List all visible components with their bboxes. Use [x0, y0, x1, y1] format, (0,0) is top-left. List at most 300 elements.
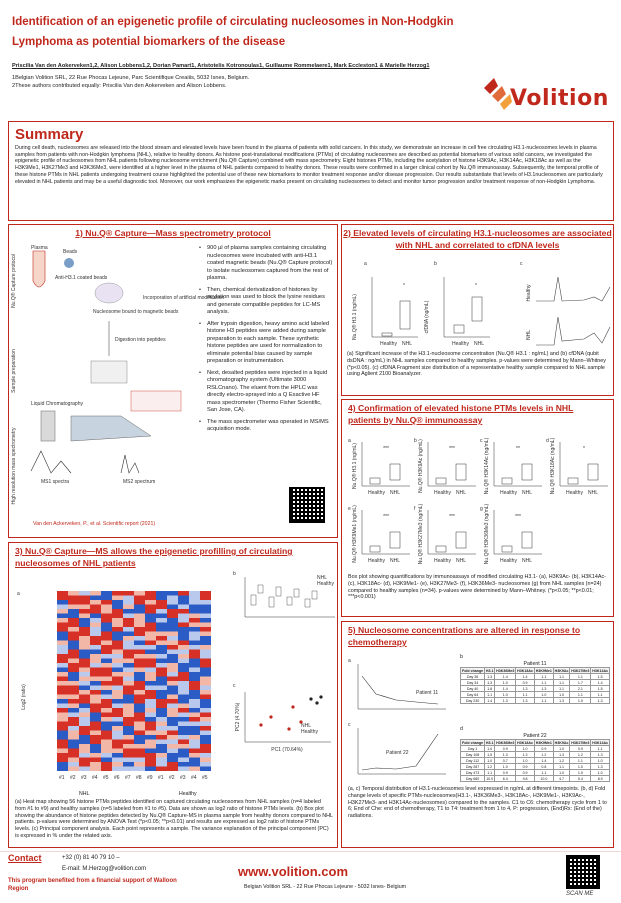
heatmap-cell: [112, 614, 123, 619]
panel-epigenetic-profile: [8, 542, 338, 848]
heatmap-cell: [123, 735, 134, 740]
heatmap-cell: [68, 744, 79, 749]
heatmap-cell: [101, 753, 112, 758]
table-cell: 1.4: [591, 680, 610, 686]
heatmap-cell: [145, 726, 156, 731]
heatmap-cell: [189, 735, 200, 740]
heatmap-cell: [145, 623, 156, 628]
heatmap-cell: [156, 695, 167, 700]
heatmap-cell: [145, 758, 156, 763]
heatmap-cell: [57, 645, 68, 650]
heatmap-cell: [167, 596, 178, 601]
heatmap-cell: [178, 749, 189, 754]
heatmap-cell: [156, 614, 167, 619]
heatmap-cell: [90, 591, 101, 596]
heatmap-cell: [57, 591, 68, 596]
heatmap-cell: [79, 654, 90, 659]
label-ms1: MS1 spectra: [41, 479, 70, 485]
heatmap-cell: [145, 605, 156, 610]
heatmap-cell: [189, 609, 200, 614]
table-cell: 1.3: [591, 764, 610, 770]
heatmap-cell: [79, 695, 90, 700]
table-b-title: Patient 11: [523, 660, 547, 667]
heatmap-cell: [123, 650, 134, 655]
table-cell: 9.8: [516, 776, 535, 782]
heatmap-cell: [123, 717, 134, 722]
heatmap-cell: [145, 704, 156, 709]
heatmap-cell: [57, 722, 68, 727]
heatmap-cell: [101, 614, 112, 619]
summary-text: During cell death, nucleosomes are released into the blood stream and elevated levels have been found in the plasma of patients with solid cancers. In this study, we demonstrate an increase in cell free circulating H3.1-nucleosomes levels in plasma samples from patients with non-Hodgkin lymphoma (NHL), relative to healthy donors. As histone post-translational modifications (PTMs) of circulating nucleosomes are described as potential biomarkers of various solid cancers, we investigated the epigenetic profile of nucleosomes from NHL patients following nucleosome enrichment (Nu.Q® Capture) combined with mass spectrometry. Eight histones PTMs, including the acetylation of histone H3K9Ac, H3K14Ac, H3K18Ac as well as the H3K9Me1, H3K27Me3 and H3K36Me3, were identified at a higher level in the plasma of NHL patients compared to healthy donors. These results were confirmed in a larger clinical cohort by Nu.Q® immunoassay. Subsequently, the temporal profile of these histone PTMs in NHL patients undergoing treatment course highlighted the potential use of these new biomarkers to monitor treatment response and/or disease progression. Our results substantiate that levels of H3.1nucleosomes are particularly elevated in NHL patients and may be a useful diagnostic tool. Moreover, our work emphasizes the epigenetic marks present on circulating nucleosomes to detect and monitor tumor progression and/or treatment response of non-Hodgkin Lymphoma.: [15, 145, 603, 185]
heatmap-cell: [90, 636, 101, 641]
heatmap-cell: [90, 686, 101, 691]
heatmap-cell: [123, 645, 134, 650]
heatmap-cell: [145, 600, 156, 605]
author-list: Priscilia Van den Aokerveken1,2, Alison Lobbens1,2, Dorian Pamart1, Aristotelis Kotronoulas1, Guillaume Rommelaere1, Mark Eccleston1 & Marielle Herzog1: [12, 63, 430, 69]
boxplot-sig: ***: [449, 446, 455, 452]
table-header-cell: H3K14Ac: [592, 668, 609, 673]
heatmap-cell: [134, 686, 145, 691]
heatmap-cell: [178, 731, 189, 736]
heatmap-cell: [134, 614, 145, 619]
group-b-1: NHL: [474, 341, 485, 347]
table-cell: 2.1: [570, 686, 591, 692]
boxplot-group-nhl: NHL: [390, 490, 401, 496]
contribution-note: 2These authors contributed equally: Priscilia Van den Aokerveken and Alison Lobbens.: [12, 83, 227, 89]
heatmap-cell: [189, 726, 200, 731]
group-label-nhl: NHL: [79, 791, 90, 797]
pca-point: [259, 723, 262, 726]
heatmap-cell: [200, 672, 211, 677]
heatmap-cell: [134, 767, 145, 772]
heatmap-cell: [200, 668, 211, 673]
heatmap-cell: [123, 695, 134, 700]
heatmap-cell: [101, 722, 112, 727]
heatmap-cell: [156, 722, 167, 727]
heatmap-cell: [79, 672, 90, 677]
heatmap-cell: [200, 681, 211, 686]
heatmap-cell: [112, 623, 123, 628]
heatmap-cell: [134, 636, 145, 641]
heatmap-cell: [189, 722, 200, 727]
heatmap-cell: [134, 708, 145, 713]
heatmap-cell: [112, 762, 123, 767]
heatmap-cell: [79, 627, 90, 632]
table-cell: 1.1: [553, 680, 569, 686]
box-nhl: [456, 464, 466, 480]
box-legend-nhl: NHL: [317, 575, 328, 581]
heatmap-cell: [90, 740, 101, 745]
heatmap-cell: [167, 609, 178, 614]
boxplot-ylabel: Nu.Q® H3K36Me3 (ng/mL): [484, 503, 490, 565]
heatmap-cell: [57, 654, 68, 659]
heatmap-cell: [189, 681, 200, 686]
heatmap-cell: [101, 591, 112, 596]
affiliation: 1Belgian Volition SRL, 22 Rue Phocas Lejeune, Parc Scientifique Creaiiis, 5032 Isnes, Belgium.: [12, 75, 250, 81]
heatmap-cell: [167, 654, 178, 659]
boxplot-group-healthy: Healthy: [434, 490, 451, 496]
heatmap-cell: [112, 636, 123, 641]
heatmap-cell: [123, 591, 134, 596]
heatmap-cell: [156, 618, 167, 623]
bullet-1: • 900 µl of plasma samples containing circulating nucleosomes were incubated with anti-H3.1 coated magnetic beads (Nu.Q® Capture protocol) to isolate nucleosomes captured from the rest of plasma.: [199, 245, 333, 283]
heatmap-cell: [156, 686, 167, 691]
heatmap-cell: [79, 591, 90, 596]
heatmap-cell: [145, 641, 156, 646]
table-cell: 0.8: [534, 764, 553, 770]
boxplot-letter: c: [480, 438, 483, 444]
heatmap-cell: [112, 726, 123, 731]
table-cell: 1.0: [485, 758, 495, 764]
table-header-cell: H3K36Me3: [496, 668, 515, 673]
table-cell: 1.3: [495, 698, 516, 704]
heatmap-cell: [134, 690, 145, 695]
website-link[interactable]: www.volition.com: [238, 864, 349, 879]
heatmap-cell: [57, 686, 68, 691]
box-nhl: [390, 464, 400, 480]
table-cell: 1.8: [485, 686, 495, 692]
contact-label: Contact: [8, 853, 42, 863]
table-cell: 1.5: [591, 686, 610, 692]
heatmap-cell: [57, 735, 68, 740]
heatmap-cell: [90, 600, 101, 605]
table-cell: 1.0: [570, 764, 591, 770]
qr-code-icon[interactable]: [289, 487, 325, 523]
heatmap-cell: [178, 623, 189, 628]
heatmap-cell: [178, 605, 189, 610]
heatmap-cell: [167, 740, 178, 745]
side-label-prep: Sample preparation: [11, 349, 17, 393]
heatmap-cell: [123, 627, 134, 632]
table-cell: 10.0: [534, 776, 553, 782]
heatmap-cell: [200, 677, 211, 682]
heatmap-cell: [68, 605, 79, 610]
heatmap-cell: [57, 708, 68, 713]
trace-healthy: [536, 277, 610, 301]
heatmap-cell: [156, 744, 167, 749]
box-a-nhl: [400, 301, 410, 329]
heatmap-cell: [134, 618, 145, 623]
heatmap-cell: [90, 762, 101, 767]
pca-point: [287, 727, 290, 730]
table-cell: 1.4: [534, 758, 553, 764]
patient-label-c: Patient 22: [386, 750, 409, 756]
heatmap-cell: [145, 695, 156, 700]
heatmap-cell: [189, 591, 200, 596]
heatmap-cell: [189, 650, 200, 655]
heatmap-cell: [57, 641, 68, 646]
heatmap-cell: [145, 636, 156, 641]
heatmap-cell: [178, 596, 189, 601]
table-cell: 8.9: [591, 776, 610, 782]
boxplot-g: [480, 503, 542, 564]
bullet-4: • Next, desalted peptides were injected in a liquid chromatography system (Ultimate 3000 RSLCnano). The eluent from the HPLC was directly electro-sprayed into a Q Exactive HF mass spectrometer (Thermo Fisher Scientific, San Jose, CA).: [199, 370, 333, 415]
heatmap-cell: [156, 659, 167, 664]
lc-column-icon: [41, 411, 55, 441]
heatmap-cell: [79, 708, 90, 713]
table-header-cell: Fold change: [462, 740, 484, 745]
table-cell: 1.3: [495, 752, 516, 758]
heatmap-cell: [178, 726, 189, 731]
panel-5-line-charts: [346, 654, 456, 784]
heatmap-cell: [189, 632, 200, 637]
heatmap-cell: [178, 722, 189, 727]
heatmap-cell: [200, 600, 211, 605]
heatmap-cell: [123, 654, 134, 659]
heatmap-cell: [90, 668, 101, 673]
heatmap-cell: [123, 641, 134, 646]
heatmap-cell: [145, 659, 156, 664]
heatmap-cell: [200, 699, 211, 704]
bullet-5: • The mass spectrometer was operated in MS/MS acquisition mode.: [199, 419, 333, 434]
heatmap-cell: [68, 722, 79, 727]
boxplot-letter: f: [414, 506, 416, 512]
heatmap-cell: [112, 605, 123, 610]
heatmap-cell: [68, 591, 79, 596]
heatmap-cell: [112, 690, 123, 695]
heatmap-cell: [156, 627, 167, 632]
heatmap-cell: [134, 699, 145, 704]
heatmap-cell: [200, 735, 211, 740]
label-anti-h3: Anti-H3.1 coated beads: [55, 275, 108, 281]
table-header-cell: H3K36Me3: [496, 740, 515, 745]
heatmap-cell: [79, 699, 90, 704]
heatmap-cell: [200, 591, 211, 596]
heatmap-cell: [167, 627, 178, 632]
heatmap-cell: [57, 699, 68, 704]
heatmap-cell: [123, 668, 134, 673]
box-b-nhl: [472, 297, 482, 321]
heatmap-cell: [57, 614, 68, 619]
heatmap-cell: [178, 767, 189, 772]
heatmap-cell: [79, 618, 90, 623]
boxplot-group-healthy: Healthy: [368, 558, 385, 564]
table-cell: Day 64: [461, 692, 485, 698]
funding-note: This program benefited from a financial support of Walloon Region: [8, 878, 177, 892]
heatmap-cell: [178, 600, 189, 605]
heatmap-cell: [123, 632, 134, 637]
heatmap-cell: [134, 740, 145, 745]
summary-heading: Summary: [15, 126, 84, 143]
heatmap-cell: [112, 591, 123, 596]
heatmap-cell: [145, 609, 156, 614]
heatmap-cell: [156, 717, 167, 722]
heatmap-cell: [68, 659, 79, 664]
heatmap-cell: [123, 713, 134, 718]
heatmap-cell: [90, 623, 101, 628]
heatmap-cell: [112, 735, 123, 740]
pca-point: [309, 697, 312, 700]
heatmap-cell: [145, 591, 156, 596]
heatmap-cell: [112, 731, 123, 736]
heatmap-cell: [156, 758, 167, 763]
heatmap-cell: [57, 672, 68, 677]
heatmap: [13, 587, 223, 787]
heatmap-cell: [112, 758, 123, 763]
heatmap-cell: [57, 695, 68, 700]
heatmap-cell: [178, 681, 189, 686]
heatmap-cell: [156, 650, 167, 655]
contact-email[interactable]: E-mail: M.Herzog@volition.com: [62, 866, 147, 872]
heatmap-cell: [79, 690, 90, 695]
heatmap-cell: [79, 650, 90, 655]
heatmap-cell: [145, 735, 156, 740]
heatmap-cell: [156, 668, 167, 673]
table-cell: 1.1: [485, 770, 495, 776]
heatmap-cell: [167, 726, 178, 731]
heatmap-cell: [79, 717, 90, 722]
heatmap-cell: [112, 740, 123, 745]
heatmap-cell: [200, 753, 211, 758]
heatmap-cell: [145, 618, 156, 623]
heatmap-cell: [200, 704, 211, 709]
heatmap-cell: [167, 632, 178, 637]
heatmap-cell: [90, 708, 101, 713]
heatmap-cell: [156, 740, 167, 745]
heatmap-cell: [68, 735, 79, 740]
heatmap-cell: [101, 690, 112, 695]
heatmap-cell: [90, 632, 101, 637]
heatmap-cell: [200, 627, 211, 632]
heatmap-cell: [200, 614, 211, 619]
heatmap-cell: [134, 659, 145, 664]
heatmap-cell: [200, 726, 211, 731]
box-healthy: [370, 478, 380, 484]
heatmap-cell: [167, 695, 178, 700]
heatmap-cell: [90, 677, 101, 682]
heatmap-cell: [112, 677, 123, 682]
heatmap-cell: [189, 704, 200, 709]
heatmap-cell: [101, 699, 112, 704]
heatmap-cell: [57, 758, 68, 763]
heatmap-col-label: #4: [191, 775, 197, 781]
heatmap-cell: [200, 722, 211, 727]
heatmap-cell: [101, 600, 112, 605]
table-cell: 6.4: [495, 776, 516, 782]
heatmap-cell: [123, 609, 134, 614]
heatmap-cell: [134, 668, 145, 673]
heatmap-cell: [101, 744, 112, 749]
heatmap-cell: [145, 767, 156, 772]
heatmap-cell: [134, 600, 145, 605]
boxplot-group-nhl: NHL: [456, 490, 467, 496]
heatmap-col-label: #1: [59, 775, 65, 781]
heatmap-cell: [101, 623, 112, 628]
heatmap-cell: [68, 641, 79, 646]
heatmap-cell: [200, 641, 211, 646]
heatmap-cell: [156, 677, 167, 682]
panel-chemotherapy: [341, 621, 614, 848]
heatmap-cell: [123, 663, 134, 668]
heatmap-cell: [68, 650, 79, 655]
table-cell: 0.9: [495, 770, 516, 776]
pca-point: [291, 705, 294, 708]
heatmap-cell: [123, 636, 134, 641]
table-header-cell: H3K14Ac: [592, 740, 609, 745]
heatmap-cell: [189, 600, 200, 605]
heatmap-cell: [68, 632, 79, 637]
heatmap-cell: [178, 735, 189, 740]
heatmap-cell: [134, 654, 145, 659]
heatmap-cell: [112, 596, 123, 601]
heatmap-cell: [156, 753, 167, 758]
ms1-spectrum-icon: [31, 451, 71, 473]
heatmap-cell: [90, 681, 101, 686]
table-cell: 1.3: [553, 698, 569, 704]
table-cell: 1.2: [570, 752, 591, 758]
table-cell: 1.0: [495, 680, 516, 686]
panel-protocol: [8, 224, 338, 538]
boxplot-sig: ***: [515, 514, 521, 520]
table-row: [461, 776, 610, 782]
contact-phone[interactable]: +32 (0) 81 40 79 10 –: [62, 855, 120, 861]
heatmap-cell: [189, 695, 200, 700]
boxplot-f: [414, 503, 476, 564]
table-cell: 1.1: [570, 758, 591, 764]
heatmap-cell: [101, 677, 112, 682]
table-header-cell: H3K18Ac: [517, 740, 533, 745]
boxplot-group-healthy: Healthy: [368, 490, 385, 496]
footer-qr-icon[interactable]: [566, 855, 600, 889]
heatmap-cell: [167, 717, 178, 722]
heatmap-cell: [156, 605, 167, 610]
heatmap-cell: [68, 636, 79, 641]
letter-b: b: [460, 654, 463, 660]
table-cell: 0.9: [495, 746, 516, 752]
heatmap-cell: [134, 722, 145, 727]
heatmap-cell: [145, 762, 156, 767]
heatmap-cell: [189, 668, 200, 673]
heatmap-cell: [145, 722, 156, 727]
heatmap-cell: [189, 641, 200, 646]
label-incorp: Incorporation of artificial modification: [143, 295, 225, 301]
boxplot-group-nhl: NHL: [522, 558, 533, 564]
heatmap-cell: [178, 758, 189, 763]
plasma-tube-icon: [33, 251, 45, 287]
heatmap-cell: [57, 632, 68, 637]
heatmap-cell: [101, 749, 112, 754]
heatmap-cell: [189, 623, 200, 628]
heatmap-cell: [200, 767, 211, 772]
heatmap-cell: [189, 731, 200, 736]
heatmap-cell: [156, 591, 167, 596]
protocol-reference: Van den Ackerveken, P., et al. Scientific report (2021): [33, 521, 156, 527]
table-header-cell: H3K27Me3: [571, 668, 590, 673]
heatmap-cell: [189, 672, 200, 677]
heatmap-cell: [200, 740, 211, 745]
boxplot-b: [414, 438, 476, 496]
heatmap-cell: [57, 704, 68, 709]
heatmap-cell: [101, 767, 112, 772]
heatmap-cell: [57, 668, 68, 673]
heatmap-cell: [57, 600, 68, 605]
boxplot-e: [348, 505, 410, 564]
heatmap-cell: [123, 618, 134, 623]
table-cell: 1.0: [570, 770, 591, 776]
boxplot-c: [480, 437, 542, 496]
heatmap-cell: [101, 717, 112, 722]
heatmap-cell: [79, 744, 90, 749]
heatmap-cell: [145, 650, 156, 655]
table-cell: 1.2: [553, 758, 569, 764]
heatmap-cell: [145, 668, 156, 673]
heatmap-cell: [156, 704, 167, 709]
heatmap-cell: [156, 596, 167, 601]
heatmap-cell: [112, 753, 123, 758]
heatmap-cell: [145, 632, 156, 637]
heatmap-cell: [167, 708, 178, 713]
heatmap-cell: [112, 744, 123, 749]
